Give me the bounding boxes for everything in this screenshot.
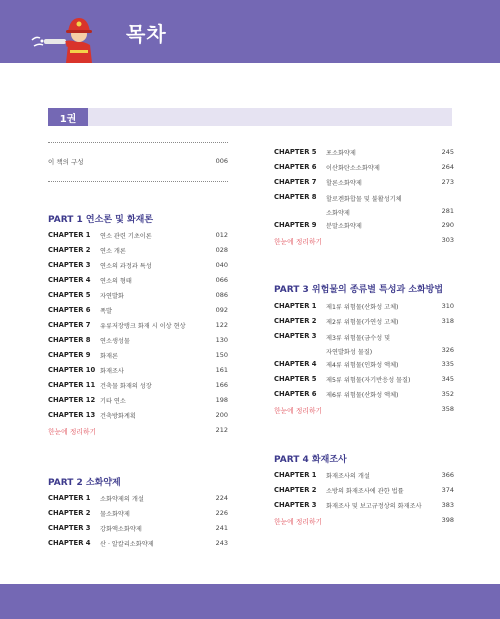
chapter-page: 200 [215, 411, 228, 419]
part-4-title: PART 4 화재조사 [274, 455, 347, 465]
chapter-page: 366 [441, 471, 454, 479]
chapter-page: 281 [441, 207, 454, 215]
chapter-label: CHAPTER 1 [48, 231, 91, 239]
toc-summary-row[interactable] [274, 516, 454, 531]
chapter-title [326, 193, 402, 221]
firefighter-mascot-icon [30, 10, 120, 63]
chapter-label: CHAPTER 5 [274, 148, 317, 156]
toc-left-column [48, 142, 228, 554]
chapter-label: CHAPTER 8 [48, 336, 91, 344]
chapter-page: 150 [215, 351, 228, 359]
chapter-page: 224 [215, 494, 228, 502]
chapter-label: CHAPTER 3 [48, 524, 91, 532]
chapter-page: 040 [215, 261, 228, 269]
summary-page: 303 [441, 236, 454, 244]
chapter-title: 건축물 화재의 성장 [100, 383, 152, 390]
toc-intro-title: 이 책의 구성 [48, 158, 84, 166]
chapter-page: 318 [441, 317, 454, 325]
chapter-page: 198 [215, 396, 228, 404]
chapter-page: 335 [441, 360, 454, 368]
toc-row[interactable] [274, 360, 454, 375]
chapter-label: CHAPTER 2 [48, 246, 91, 254]
chapter-label: CHAPTER 3 [274, 332, 317, 340]
chapter-page: 066 [215, 276, 228, 284]
toc-row[interactable] [48, 276, 228, 291]
toc-row[interactable] [274, 163, 454, 178]
chapter-label: CHAPTER 10 [48, 366, 96, 374]
toc-summary-row[interactable] [274, 236, 454, 251]
chapter-label: CHAPTER 1 [274, 471, 317, 479]
chapter-page: 028 [215, 246, 228, 254]
chapter-label: CHAPTER 1 [274, 302, 317, 310]
chapter-title: 분말소화약제 [326, 223, 362, 230]
chapter-page: 273 [441, 178, 454, 186]
page-title: 목차 [126, 22, 167, 46]
toc-row[interactable] [274, 390, 454, 405]
chapter-label: CHAPTER 4 [274, 360, 317, 368]
footer-band [0, 584, 500, 619]
chapter-title-line: 소화약제 [326, 210, 350, 217]
chapter-title-line: 제3류 위험물(금수성 및 [326, 335, 391, 342]
dotted-divider [48, 181, 228, 182]
chapter-page: 290 [441, 221, 454, 229]
chapter-page: 352 [441, 390, 454, 398]
part-1-title: PART 1 연소론 및 화재론 [48, 215, 154, 225]
toc-row[interactable] [48, 509, 228, 524]
chapter-title: 기타 연소 [100, 398, 126, 405]
volume-bar [48, 108, 452, 126]
chapter-page: 226 [215, 509, 228, 517]
chapter-label: CHAPTER 7 [274, 178, 317, 186]
toc-row[interactable] [48, 321, 228, 336]
chapter-page: 310 [441, 302, 454, 310]
chapter-label: CHAPTER 4 [48, 539, 91, 547]
chapter-label: CHAPTER 3 [48, 261, 91, 269]
chapter-page: 245 [441, 148, 454, 156]
toc-row[interactable] [274, 302, 454, 317]
chapter-label: CHAPTER 2 [48, 509, 91, 517]
chapter-page: 383 [441, 501, 454, 509]
chapter-title: 제5류 위험물(자기반응성 물질) [326, 377, 411, 384]
toc-row[interactable] [274, 148, 454, 163]
chapter-label: CHAPTER 9 [274, 221, 317, 229]
summary-page: 358 [441, 405, 454, 413]
toc-row[interactable] [48, 306, 228, 321]
chapter-title: 소방의 화재조사에 관한 법률 [326, 488, 404, 495]
chapter-page: 092 [215, 306, 228, 314]
chapter-title: 제2류 위험물(가연성 고체) [326, 319, 399, 326]
chapter-label: CHAPTER 6 [48, 306, 91, 314]
toc-intro-row[interactable] [48, 157, 228, 171]
part-2-title: PART 2 소화약제 [48, 478, 121, 488]
chapter-page: 122 [215, 321, 228, 329]
chapter-title: 제4류 위험물(인화성 액체) [326, 362, 399, 369]
toc-row[interactable] [48, 231, 228, 246]
chapter-title [326, 332, 390, 360]
toc-row[interactable] [48, 246, 228, 261]
chapter-page: 241 [215, 524, 228, 532]
toc-row[interactable] [48, 539, 228, 554]
chapter-label: CHAPTER 1 [48, 494, 91, 502]
summary-page: 212 [215, 426, 228, 434]
chapter-title-line: 할로겐화합물 및 불활성기체 [326, 196, 402, 203]
toc-row[interactable] [274, 486, 454, 501]
toc-row[interactable] [48, 291, 228, 306]
chapter-title-line: 자연발화성 물질) [326, 349, 373, 356]
chapter-title: 이산화탄소소화약제 [326, 165, 380, 172]
toc-row[interactable] [274, 332, 454, 360]
chapter-label: CHAPTER 6 [274, 390, 317, 398]
chapter-label: CHAPTER 9 [48, 351, 91, 359]
chapter-page: 130 [215, 336, 228, 344]
toc-row[interactable] [48, 494, 228, 509]
toc-row[interactable] [48, 411, 228, 426]
toc-row[interactable] [48, 351, 228, 366]
chapter-title: 자연발화 [100, 293, 124, 300]
toc-row[interactable] [48, 381, 228, 396]
summary-title: 한눈에 정리하기 [48, 428, 97, 436]
dotted-divider [48, 142, 228, 143]
chapter-label: CHAPTER 2 [274, 317, 317, 325]
chapter-title: 할론소화약제 [326, 180, 362, 187]
toc-right-column [274, 148, 454, 531]
toc-row[interactable] [274, 317, 454, 332]
chapter-label: CHAPTER 12 [48, 396, 96, 404]
chapter-page: 166 [215, 381, 228, 389]
chapter-label: CHAPTER 3 [274, 501, 317, 509]
toc-row[interactable] [48, 524, 228, 539]
chapter-page: 012 [215, 231, 228, 239]
chapter-title: 연소생성물 [100, 338, 130, 345]
summary-title: 한눈에 정리하기 [274, 518, 323, 526]
toc-row[interactable] [274, 221, 454, 236]
chapter-title: 화재조사 [100, 368, 124, 375]
chapter-label: CHAPTER 6 [274, 163, 317, 171]
part-3-title: PART 3 위험물의 종류별 특성과 소화방법 [274, 285, 444, 295]
chapter-page: 264 [441, 163, 454, 171]
chapter-label: CHAPTER 5 [48, 291, 91, 299]
chapter-title: 유류저장탱크 화재 시 이상 현상 [100, 323, 186, 330]
chapter-title: 연소 개론 [100, 248, 126, 255]
chapter-title: 제1류 위험물(산화성 고체) [326, 304, 399, 311]
toc-row[interactable] [274, 501, 454, 516]
toc-summary-row[interactable] [274, 405, 454, 420]
toc-row[interactable] [274, 375, 454, 390]
chapter-label: CHAPTER 5 [274, 375, 317, 383]
toc-row[interactable] [48, 396, 228, 411]
summary-title: 한눈에 정리하기 [274, 238, 323, 246]
chapter-title: 화재론 [100, 353, 118, 360]
chapter-title: 화재조사 및 보고규정상의 화재조사 [326, 503, 422, 510]
toc-intro-page: 006 [215, 157, 228, 165]
toc-row[interactable] [274, 471, 454, 486]
chapter-label: CHAPTER 8 [274, 193, 317, 201]
chapter-title: 포소화약제 [326, 150, 356, 157]
summary-title: 한눈에 정리하기 [274, 407, 323, 415]
toc-row[interactable] [274, 193, 454, 221]
volume-label: 1권 [48, 108, 88, 126]
chapter-title: 산 · 알칼리소화약제 [100, 541, 154, 548]
chapter-title: 건축방화계획 [100, 413, 136, 420]
toc-row[interactable] [274, 178, 454, 193]
chapter-title: 물소화약제 [100, 511, 130, 518]
toc-row[interactable] [48, 336, 228, 351]
chapter-title: 폭발 [100, 308, 112, 315]
chapter-page: 374 [441, 486, 454, 494]
chapter-title: 연소의 과정과 특성 [100, 263, 152, 270]
header-band [0, 0, 500, 63]
summary-page: 398 [441, 516, 454, 524]
chapter-page: 326 [441, 346, 454, 354]
chapter-title: 강화액소화약제 [100, 526, 142, 533]
toc-summary-row[interactable] [48, 426, 228, 441]
chapter-label: CHAPTER 13 [48, 411, 96, 419]
chapter-title: 연소 관련 기초이론 [100, 233, 152, 240]
toc-row[interactable] [48, 366, 228, 381]
chapter-page: 345 [441, 375, 454, 383]
chapter-title: 제6류 위험물(산화성 액체) [326, 392, 399, 399]
chapter-page: 086 [215, 291, 228, 299]
chapter-title: 연소의 형태 [100, 278, 132, 285]
chapter-page: 243 [215, 539, 228, 547]
chapter-label: CHAPTER 11 [48, 381, 96, 389]
chapter-title: 화재조사의 개설 [326, 473, 370, 480]
chapter-title: 소화약제의 개설 [100, 496, 144, 503]
chapter-label: CHAPTER 2 [274, 486, 317, 494]
chapter-label: CHAPTER 4 [48, 276, 91, 284]
chapter-page: 161 [215, 366, 228, 374]
toc-row[interactable] [48, 261, 228, 276]
chapter-label: CHAPTER 7 [48, 321, 91, 329]
